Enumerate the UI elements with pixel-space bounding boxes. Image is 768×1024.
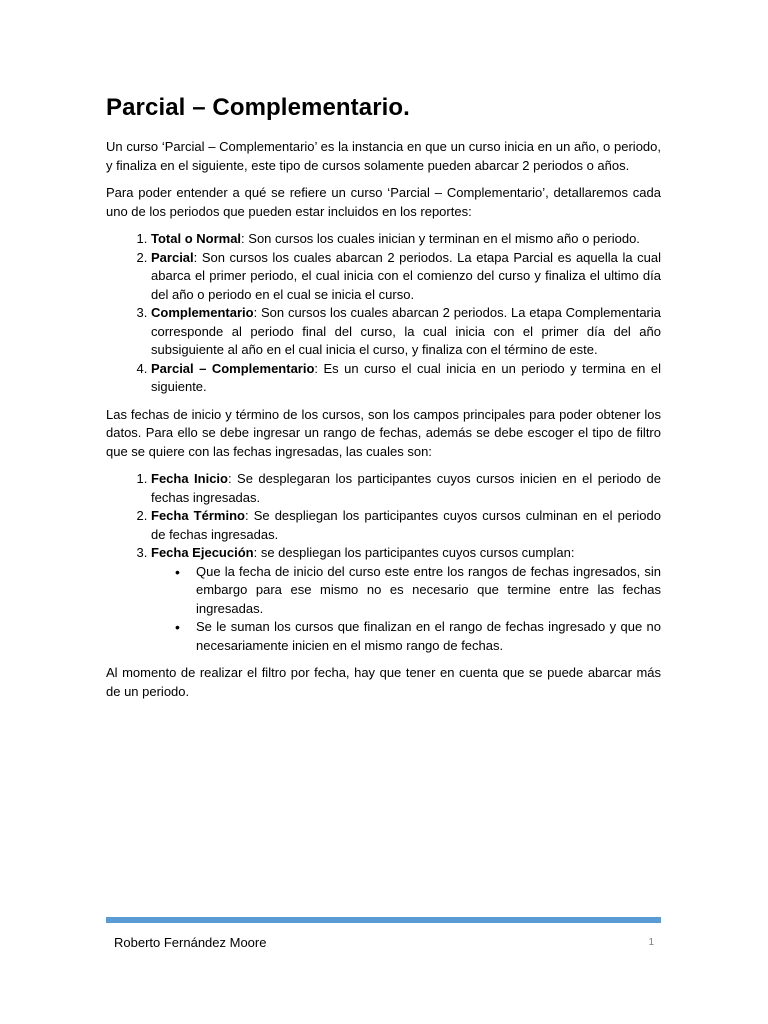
list-item-text: : Se desplegaran los participantes cuyos cursos inicien en el periodo de fechas ingresadas.: [151, 471, 661, 505]
execution-bullets: [151, 563, 661, 656]
page-title: Parcial – Complementario.: [106, 94, 410, 121]
list-item-term: Fecha Ejecución: [151, 545, 254, 560]
list-item: [151, 304, 661, 360]
periods-list: [106, 230, 661, 397]
list-item: [151, 360, 661, 397]
list-item: [151, 507, 661, 544]
bullet-item: • Que la fecha de inicio del curso este entre los rangos de fechas ingresados, sin embargo para ese mismo no es necesario que termine entre las fechas ingresadas.: [175, 563, 661, 619]
intro-paragraph: Un curso ‘Parcial – Complementario’ es la instancia en que un curso inicia en un año, o periodo, y finaliza en el siguiente, este tipo de cursos solamente pueden abarcar 2 periodos o años.: [106, 139, 661, 173]
list-item-term: Total o Normal: [151, 231, 242, 246]
list-item: [151, 230, 661, 249]
list-item-term: Fecha Inicio: [151, 471, 228, 486]
list-item: [151, 544, 661, 655]
list-item-term: Parcial: [151, 249, 194, 265]
list-item-term: Fecha Término: [151, 508, 245, 523]
closing-paragraph: Al momento de realizar el filtro por fecha, hay que tener en cuenta que se puede abarcar más de un periodo.: [106, 665, 661, 699]
footer-divider: [106, 917, 661, 923]
list-item: [151, 249, 661, 305]
list-item-term: Complementario: [151, 305, 254, 320]
list-item-text: : Es un curso el cual inicia en un periodo y termina en el siguiente.: [151, 360, 662, 394]
list-item-text: : se despliegan los participantes cuyos cursos cumplan:: [253, 545, 575, 560]
footer-author: Roberto Fernández Moore: [114, 935, 267, 950]
list-item: [151, 470, 661, 507]
document-page: [106, 92, 661, 710]
dates-paragraph: Las fechas de inicio y término de los cursos, son los campos principales para poder obtener los datos. Para ello se debe ingresar un rango de fechas, además se debe escoger el tipo de filtro que se quiere con las fechas ingresadas, las cuales son:: [106, 406, 661, 459]
bullet-item: • Se le suman los cursos que finalizan en el rango de fechas ingresado y que no necesariamente inicien en el mismo rango de fechas.: [175, 618, 661, 655]
list-item-text: : Son cursos los cuales abarcan 2 periodos. La etapa Parcial es aquella la cual abarca el primer periodo, el cual inicia con el comienzo del curso y finaliza el ultimo día del año o periodo en el cual se inicia el curso.: [151, 249, 661, 302]
list-item-text: : Son cursos los cuales inician y terminan en el mismo año o periodo.: [241, 231, 640, 246]
intro-paragraph-2: Para poder entender a qué se refiere un curso ‘Parcial – Complementario’, detallaremos cada uno de los periodos que pueden estar incluidos en los reportes:: [106, 185, 661, 219]
list-item-term: Parcial – Complementario: [151, 360, 315, 376]
list-item-text: : Se despliegan los participantes cuyos cursos culminan en el periodo de fechas ingresadas.: [151, 508, 661, 542]
list-item-text: : Son cursos los cuales abarcan 2 periodos. La etapa Complementaria corresponde al periodo final del curso, la cual inicia con el primer día del año subsiguiente al año en el cual inicia el curso, y finaliza con el término de este.: [151, 305, 661, 357]
filters-list: [106, 470, 661, 655]
page-number: 1: [648, 937, 654, 948]
